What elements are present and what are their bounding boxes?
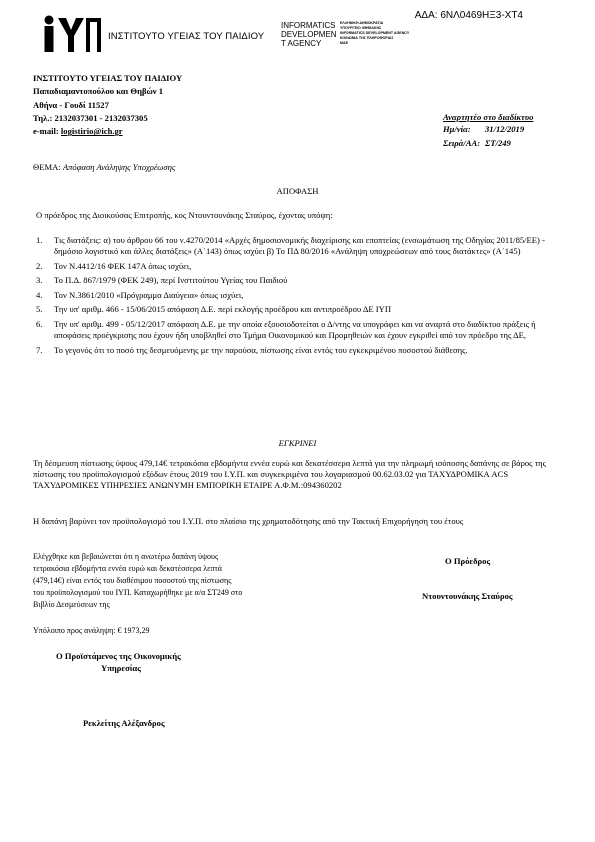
list-item: 1. Τις διατάξεις: α) του άρθρου 66 του ν.4270/2014 «Αρχές δημοσιονομικής διαχείρισης και εποπτείας (ενσωμάτωση της Οδηγίας 2011/85/ΕΕ) - δημόσιο λογιστικό και άλλες διατάξεις» (Α΄143) όπως ισχύει β) Το ΠΔ 80/2016 «Ανάληψη υποχρεώσεων από τους διατάκτες» (Α΄145) (36, 235, 545, 256)
institute-name-header: ΙΝΣΤΙΤΟΥΤΟ ΥΓΕΙΑΣ ΤΟΥ ΠΑΙΔΙΟΥ (108, 31, 265, 42)
sender-name: ΙΝΣΤΙΤΟΥΤΟ ΥΓΕΙΑΣ ΤΟΥ ΠΑΙΔΙΟΥ (33, 73, 183, 83)
protocol-value: ΣΤ/249 (485, 138, 511, 148)
partner-small-text: ΕΛΛΗΝΙΚΗ ΔΗΜΟΚΡΑΤΙΑ ΥΠΟΥΡΓΕΙΟ ΨΗΦΙΑΚΗΣ INFORMATICS DEVELOPMENT AGENCY ΚΟΙΝΩΝΙΑ ΤΗΣ ΠΛΗΡΟΦΟΡΙΑΣ ΜΑΕ (340, 21, 410, 45)
decision-title: ΑΠΟΦΑΣΗ (276, 186, 319, 196)
list-item: 3. Το Π.Δ. 867/1979 (ΦΕΚ 249), περί Ινστιτούτου Υγείας του Παιδιού (36, 275, 288, 286)
list-item: 4. Τον Ν.3861/2010 «Πρόγραμμα Διαύγεια» όπως ισχύει, (36, 289, 244, 300)
list-item: 6. Την υπ' αριθμ. 499 - 05/12/2017 απόφαση Δ.Ε. με την οποία εξουσιοδοτείται ο Δ/ντης να υπογράφει και να αναρτά στο διαδίκτυο πράξεις ή αποφάσεις προέγκρισης που έχουν ήδη υποβληθεί στο Τμήμα Οικονομικού και Προμηθειών και έχουν εγκριθεί από τον πρόεδρο της ΔΕ, (36, 318, 536, 340)
list-item: 7. Το γεγονός ότι το ποσό της δεσμευόμενης με την παρούσα, πίστωσης είναι εντός του εγκεκριμένου ποσοστού διάθεσης. (36, 344, 468, 355)
list-item: 5. Την υπ' αριθμ. 466 - 15/06/2015 απόφαση Δ.Ε. περί εκλογής προέδρου και αντιπροέδρου ΔΕ ΙΥΠ (36, 304, 392, 315)
intro-text: Ο πρόεδρος της Διοικούσας Επιτροπής, κος Ντουντουνάκης Σταύρος, έχοντας υπόψη: (36, 210, 333, 220)
sender-block: ΙΝΣΤΙΤΟΥΤΟ ΥΓΕΙΑΣ ΤΟΥ ΠΑΙΔΙΟΥ Παπαδιαμαντοπούλου και Θηβών 1 Αθήνα - Γουδί 11527 Τηλ.: 2132037301 - 2132037305 e-mail: logistirio@ich.gr (33, 73, 183, 137)
approval-text: Τη δέσμευση πίστωσης ύψους 479,14€ τετρακόσια εβδομήντα εννέα ευρώ και δεκατέσσερα λεπτά για την πληρωμή ισόποσης δαπάνης σε βάρος της πίστωσης του προϋπολογισμού εξόδων έτους 2019 του Ι.Υ.Π. και συγκεκριμένα του λογαριασμού 00.62.03.02 για ΤΑΧΥΔΡΟΜΙΚΑ ACS ΤΑΧΥΔΡΟΜΙΚΕΣ ΥΠΗΡΕΣΙΕΣ ΑΝΩΝΥΜΗ ΕΜΠΟΡΙΚΗ ΕΤΑΙΡΕ Α.Φ.Μ.:094360202 (33, 458, 547, 490)
list-item: 2. Τον Ν.4412/16 ΦΕΚ 147Α όπως ισχύει, (36, 260, 192, 271)
subject-line: ΘΕΜΑ: Απόφαση Ανάληψης Υποχρέωσης (33, 162, 176, 172)
sender-email-link[interactable]: logistirio@ich.gr (60, 126, 123, 137)
posting-note: Αναρτητέο στο διαδίκτυο (443, 112, 534, 122)
considerations-list (36, 235, 566, 359)
institute-logo (40, 14, 102, 54)
approve-title: ΕΓΚΡΙΝΕΙ (278, 438, 317, 448)
remaining-balance: Υπόλοιπο προς ανάληψη: € 1973,29 (33, 626, 150, 635)
president-name: Ντουντουνάκης Σταύρος (422, 591, 513, 601)
sender-address: Παπαδιαμαντοπούλου και Θηβών 1 (33, 86, 164, 97)
date-value: 31/12/2019 (485, 124, 525, 134)
finance-title-2: Υπηρεσίας (101, 663, 141, 673)
funding-text: Η δαπάνη βαρύνει τον προϋπολογισμό του Ι.Υ.Π. στο πλαίσιο της χρηματοδότησης από την Τακτική Επιχορήγηση του έτους (33, 516, 464, 526)
finance-title: Ο Προϊστάμενος της Οικονομικής (56, 651, 181, 661)
sender-city: Αθήνα - Γουδί 11527 (33, 99, 109, 110)
protocol-label: Σειρά/ΑΑ: (443, 138, 481, 148)
ada-code: ΑΔΑ: 6ΝΛ0469ΗΞ3-ΧΤ4 (414, 10, 523, 21)
date-label: Ημ/νία: (443, 124, 471, 134)
certification-text: Ελέγχθηκε και βεβαιώνεται ότι η ανωτέρω δαπάνη ύψους τετρακόσια εβδομήντα εννέα ευρώ και δεκατέσσερα λεπτά (479,14€) είναι εντός του διαθέσιμου ποσοστού της πίστωσης του προϋπολογισμού του ΙΥΠ. Καταχωρήθηκε με α/α ΣΤ249 στο Βιβλίο Δεσμεύσεων της (33, 552, 243, 609)
president-title: Ο Πρόεδρος (445, 556, 491, 566)
partner-logo-text: INFORMATICS DEVELOPMEN T AGENCY (281, 21, 337, 48)
finance-name: Ρεκλείτης Αλέξανδρος (83, 718, 165, 728)
sender-phone: Τηλ.: 2132037301 - 2132037305 (33, 112, 148, 123)
